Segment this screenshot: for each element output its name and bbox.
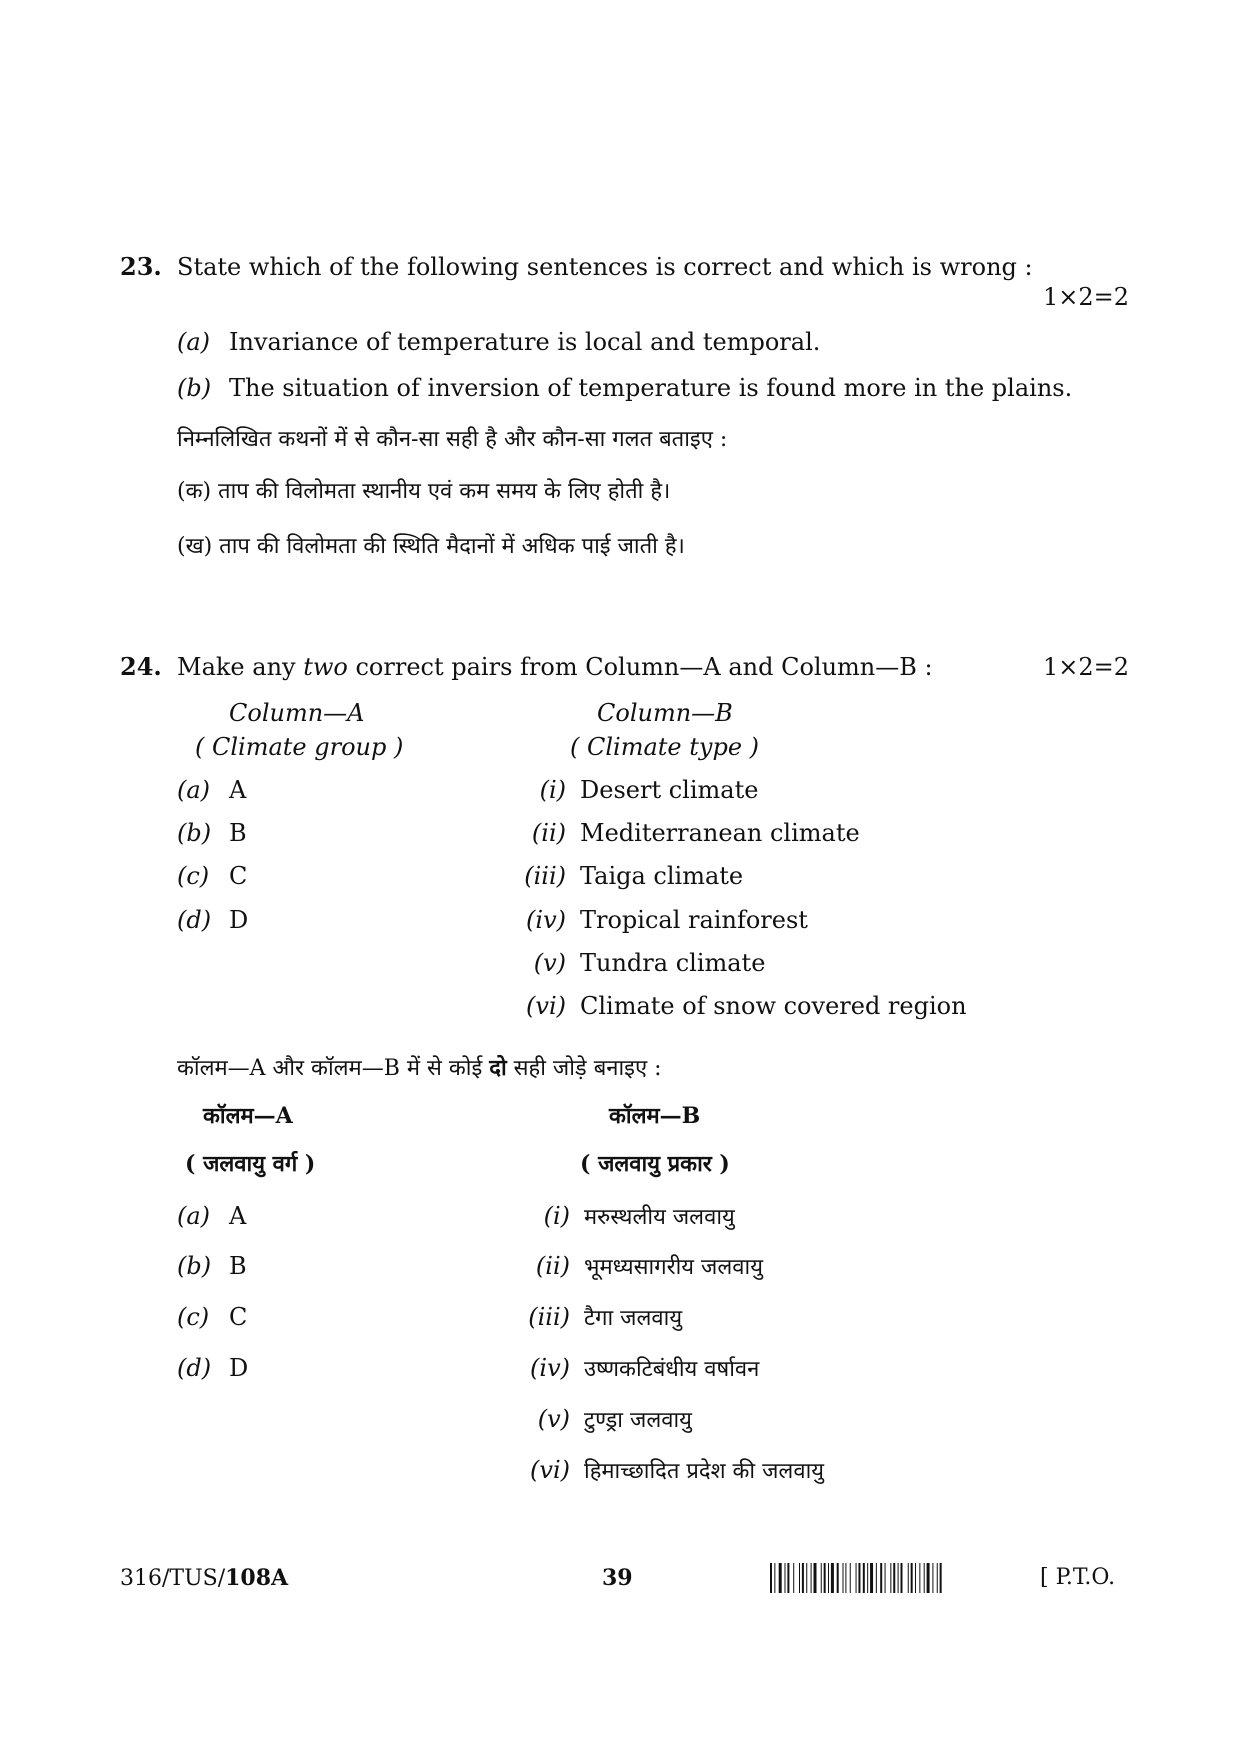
q24-hindi-colA-item	[177, 1251, 247, 1281]
question-24-text	[177, 652, 933, 682]
q24-colB-label: (i)	[539, 776, 566, 804]
q24-hindi-colB-item	[512, 1455, 824, 1487]
q24-hindi-colA-label: (a)	[177, 1202, 211, 1230]
paper-code-bold: 108A	[225, 1565, 289, 1591]
question-number-23: 23.	[120, 252, 162, 281]
q24-colA-text: B	[229, 819, 247, 847]
q24-hindi-colA-text: B	[229, 1252, 247, 1280]
pto-label: [ P.T.O.	[1040, 1565, 1116, 1590]
q24-colB-text: Climate of snow covered region	[580, 992, 967, 1020]
q24-hindi-colA-label: (b)	[177, 1252, 212, 1280]
q24-hindi-colB-label: (vi)	[530, 1456, 570, 1484]
question-23-marks: 1×2=2	[1043, 283, 1130, 311]
q24-text-after: correct pairs from Column—A and Column—B :	[347, 653, 933, 681]
q24-colB-label: (vi)	[526, 992, 566, 1020]
q24-colA-item	[177, 775, 246, 805]
q24-hindi-colA-item	[177, 1201, 246, 1231]
q24-colB-label: (v)	[533, 949, 566, 977]
q24-hindi-colB-item	[512, 1302, 682, 1334]
q24-colB-title: Column—B	[597, 699, 733, 727]
q24-text-before: Make any	[177, 653, 304, 681]
q24-colA-item	[177, 861, 247, 891]
q24-colB-text: Tundra climate	[580, 949, 766, 977]
q24-hindi-colB-text: हिमाच्छादित प्रदेश की जलवायु	[584, 1459, 825, 1484]
q24-hindi-colB-item	[512, 1404, 692, 1436]
q24-colA-item	[177, 905, 248, 935]
q24-hindi-colB-label: (i)	[543, 1202, 570, 1230]
q24-colB-item	[512, 948, 765, 978]
q24-colA-label: (c)	[177, 862, 210, 890]
q24-hindi-colA-item	[177, 1353, 248, 1383]
paper-code-prefix: 316/TUS/	[120, 1566, 226, 1591]
q24-hindi-text-before: कॉलम—A और कॉलम—B में से कोई	[177, 1056, 490, 1081]
q23-hindi-text: निम्नलिखित कथनों में से कौन-सा सही है और कौन-सा गलत बताइए :	[177, 427, 728, 452]
q24-hindi-colB-text: टैगा जलवायु	[584, 1306, 683, 1331]
q24-colB-sub: ( Climate type )	[570, 733, 760, 761]
question-number-24: 24.	[120, 652, 162, 681]
q23-hindi-item-1: (क) ताप की विलोमता स्थानीय एवं कम समय के लिए होती है।	[177, 479, 671, 504]
q24-hindi-colA-item	[177, 1302, 247, 1332]
q24-hindi-colA-label: (c)	[177, 1303, 210, 1331]
q24-colB-label: (iv)	[526, 906, 566, 934]
q24-colA-label: (a)	[177, 776, 211, 804]
q24-hindi-colB-item	[512, 1251, 763, 1283]
q24-hindi-colB-item	[512, 1201, 735, 1233]
q24-hindi-colB-label: (iii)	[528, 1303, 570, 1331]
q24-hindi-colB-label: (ii)	[535, 1252, 570, 1280]
q23-item-b-label: (b)	[177, 374, 212, 402]
q24-hindi-colA-sub: ( जलवायु वर्ग )	[185, 1151, 316, 1177]
q24-colA-label: (b)	[177, 819, 212, 847]
q24-colB-item	[512, 818, 860, 848]
q23-hindi-item-2: (ख) ताप की विलोमता की स्थिति मैदानों में अधिक पाई जाती है।	[177, 534, 685, 559]
q24-hindi-colA-label: (d)	[177, 1354, 212, 1382]
q24-hindi-colB-title: कॉलम—B	[609, 1103, 701, 1129]
q24-hindi-colA-text: D	[229, 1354, 249, 1382]
q23-item-a	[177, 327, 820, 357]
q24-hindi-text-after: सही जोड़े बनाइए :	[506, 1056, 662, 1081]
q24-colA-item	[177, 818, 247, 848]
q23-item-a-text: Invariance of temperature is local and temporal.	[229, 328, 821, 356]
q24-colB-text: Tropical rainforest	[580, 906, 808, 934]
question-23-text: State which of the following sentences is correct and which is wrong :	[177, 253, 1033, 281]
q24-hindi-colA-text: C	[229, 1303, 248, 1331]
q23-item-b-text: The situation of inversion of temperature is found more in the plains.	[229, 374, 1073, 402]
q24-hindi-colB-item	[512, 1353, 759, 1385]
q24-colA-sub: ( Climate group )	[195, 733, 404, 761]
q24-hindi-colB-text: मरुस्थलीय जलवायु	[584, 1205, 735, 1230]
q24-colA-label: (d)	[177, 906, 212, 934]
q24-colB-item	[512, 861, 743, 891]
barcode-icon	[770, 1563, 1026, 1593]
q24-hindi-colB-text: भूमध्यसागरीय जलवायु	[584, 1255, 763, 1280]
q24-colB-item	[512, 775, 758, 805]
q24-hindi-colB-label: (v)	[537, 1405, 570, 1433]
q24-hindi-text-bold: दो	[489, 1055, 507, 1081]
q24-colB-label: (iii)	[524, 862, 566, 890]
q24-colA-title: Column—A	[229, 699, 365, 727]
q24-hindi-colA-text: A	[229, 1202, 247, 1230]
q24-colA-text: A	[229, 776, 247, 804]
paper-code	[120, 1563, 288, 1594]
question-24-marks: 1×2=2	[1043, 653, 1130, 681]
q24-colA-text: D	[229, 906, 249, 934]
q24-colB-text: Taiga climate	[580, 862, 744, 890]
q24-hindi-colB-text: उष्णकटिबंधीय वर्षावन	[584, 1357, 760, 1382]
q24-colB-item	[512, 991, 967, 1021]
q24-colB-label: (ii)	[531, 819, 566, 847]
page-number: 39	[602, 1565, 633, 1591]
q24-colB-text: Mediterranean climate	[580, 819, 860, 847]
q24-colA-text: C	[229, 862, 248, 890]
q23-item-b	[177, 373, 1072, 403]
q23-item-a-label: (a)	[177, 328, 211, 356]
q24-colB-item	[512, 905, 808, 935]
q24-hindi-text	[177, 1053, 662, 1084]
q24-hindi-colB-label: (iv)	[530, 1354, 570, 1382]
q24-text-em: two	[303, 653, 348, 681]
q24-colB-text: Desert climate	[580, 776, 759, 804]
q24-hindi-colB-text: टुण्ड्रा जलवायु	[584, 1408, 692, 1433]
q24-hindi-colA-title: कॉलम—A	[203, 1103, 293, 1129]
q24-hindi-colB-sub: ( जलवायु प्रकार )	[580, 1151, 730, 1177]
